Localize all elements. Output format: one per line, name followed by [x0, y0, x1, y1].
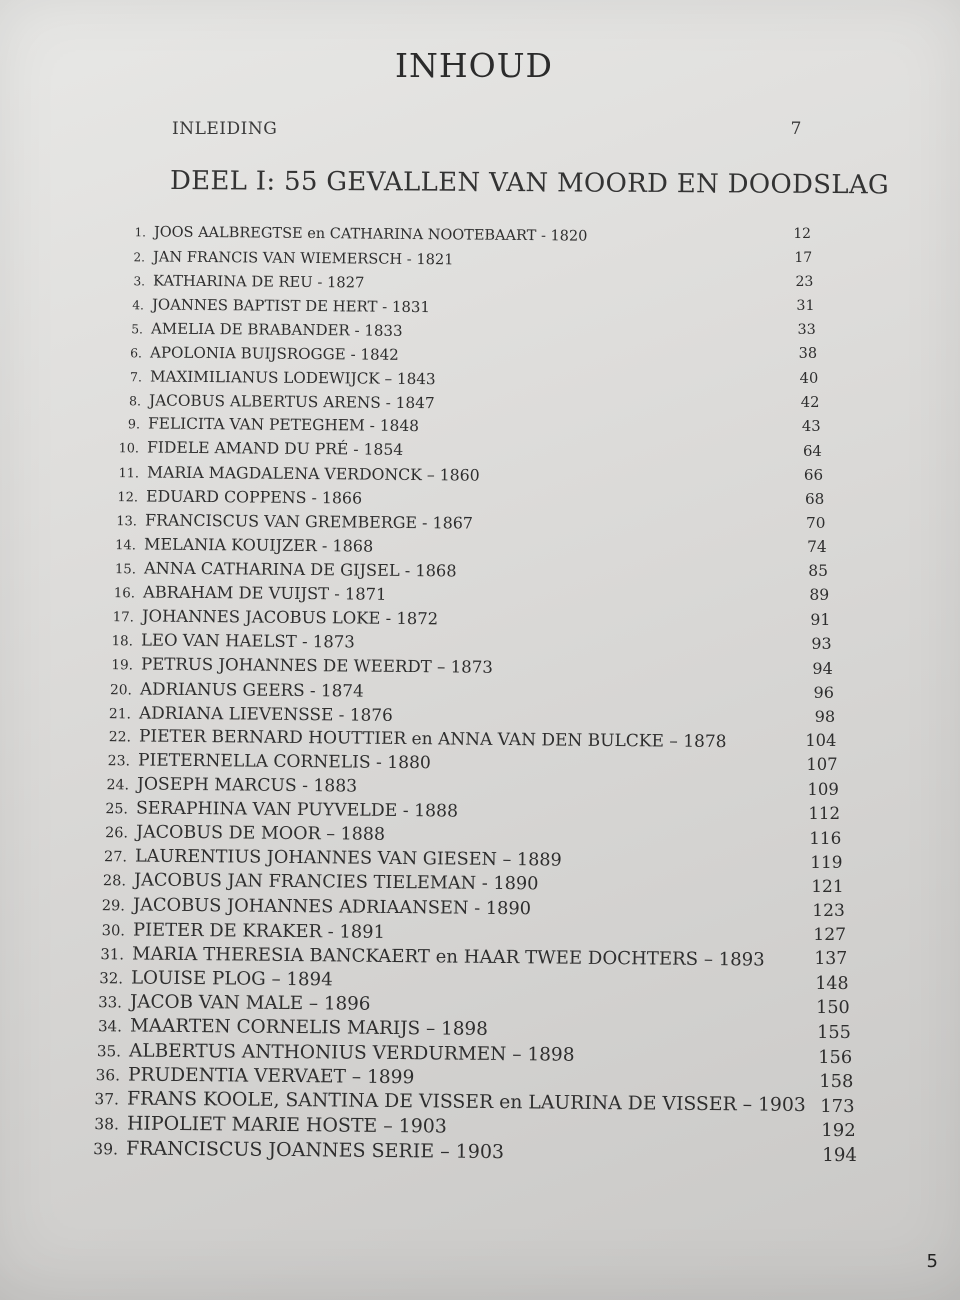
toc-entry-page: 64	[802, 441, 822, 460]
toc-entry-page: 109	[807, 779, 839, 799]
toc-entry-title: LOUISE PLOG – 1894	[131, 967, 333, 991]
toc-entry-page: 93	[811, 634, 832, 654]
toc-entry-title: FRANS KOOLE, SANTINA DE VISSER en LAURINA DE VISSER – 1903	[127, 1088, 807, 1116]
toc-entry-number: 26.	[104, 825, 128, 842]
toc-entry-page: 68	[804, 489, 825, 508]
toc-entry-number: 12.	[117, 490, 138, 506]
intro-label: INLEIDING	[172, 119, 278, 139]
toc-entry	[83, 967, 333, 990]
toc-entry	[78, 1137, 504, 1163]
toc-entry-page: 121	[811, 876, 844, 897]
toc-entry-title: MELANIA KOUIJZER - 1868	[144, 534, 374, 556]
toc-entry-title: JOHANNES JACOBUS LOKE - 1872	[142, 606, 439, 629]
toc-entry-title: ABRAHAM DE VUIJST - 1871	[142, 582, 387, 604]
toc-entry-page: 74	[807, 537, 827, 556]
toc-entry-page: 17	[794, 249, 813, 266]
toc-entry-title: ANNA CATHARINA DE GIJSEL - 1868	[143, 558, 457, 581]
toc-entry-title: KATHARINA DE REU - 1827	[152, 271, 364, 292]
toc-entry-title: ADRIANUS GEERS - 1874	[139, 678, 364, 701]
toc-entry-number: 24.	[106, 777, 130, 794]
toc-entry-title: EDUARD COPPENS - 1866	[145, 486, 363, 508]
toc-entry-title: JOSEPH MARCUS - 1883	[136, 774, 358, 797]
folio-page-number: 5	[926, 1251, 938, 1272]
toc-entry-page: 150	[816, 998, 850, 1019]
toc-entry-page: 38	[798, 345, 818, 362]
toc-entry	[82, 991, 371, 1015]
toc-entry-title: JACOBUS ALBERTUS ARENS - 1847	[148, 391, 435, 412]
toc-entry-number: 1.	[134, 225, 147, 240]
toc-entry-title: PIETER DE KRAKER - 1891	[132, 919, 385, 943]
toc-entry-number: 11.	[118, 466, 139, 482]
toc-entry-page: 148	[815, 973, 849, 994]
toc-entry-number: 4.	[132, 298, 144, 313]
toc-entry	[103, 319, 403, 340]
toc-entry-title: JACOBUS JAN FRANCIES TIELEMAN - 1890	[133, 870, 539, 895]
toc-entry-number: 7.	[129, 369, 142, 385]
toc-entry	[99, 438, 403, 459]
toc-entry-page: 42	[800, 393, 820, 411]
toc-entry-page: 156	[818, 1046, 853, 1068]
toc-entry-number: 5.	[131, 322, 144, 337]
toc-entry	[98, 486, 362, 508]
toc-entry-number: 39.	[93, 1139, 119, 1158]
toc-entry-number: 10.	[118, 441, 140, 457]
toc-entry-page: 70	[806, 513, 826, 532]
toc-entry-page: 112	[808, 803, 841, 823]
toc-entry-title: MAARTEN CORNELIS MARIJS – 1898	[129, 1015, 488, 1041]
toc-entry-number: 21.	[109, 705, 132, 723]
toc-entry-page: 173	[820, 1095, 855, 1117]
toc-entry-number: 23.	[107, 753, 130, 770]
toc-entry-title: ALBERTUS ANTHONIUS VERDURMEN – 1898	[128, 1039, 575, 1066]
toc-entry-title: FELICITA VAN PETEGHEM - 1848	[148, 414, 420, 436]
toc-entry	[90, 750, 431, 773]
toc-entry-number: 25.	[105, 801, 129, 818]
toc-entry-page: 104	[805, 731, 837, 751]
toc-entry-title: JACOB VAN MALE – 1896	[130, 991, 371, 1015]
toc-entry-number: 9.	[127, 416, 141, 432]
toc-entry-page: 96	[813, 682, 834, 702]
intro-entry	[172, 119, 802, 139]
toc-entry-number: 28.	[102, 873, 127, 890]
toc-entry	[99, 462, 480, 485]
toc-entry-page: 107	[806, 755, 838, 775]
toc-entry	[88, 798, 458, 822]
toc-entry-number: 27.	[103, 849, 127, 866]
toc-entry	[87, 822, 384, 845]
toc-entry-title: FRANCISCUS VAN GREMBERGE - 1867	[145, 510, 474, 533]
toc-entry-title: FIDELE AMAND DU PRÉ - 1854	[147, 438, 404, 460]
toc-entry-page: 85	[808, 562, 828, 581]
toc-entry-title: PETRUS JOHANNES DE WEERDT – 1873	[140, 654, 493, 677]
toc-entry-number: 3.	[132, 273, 145, 288]
toc-entry-number: 16.	[113, 585, 135, 602]
toc-entry	[93, 630, 355, 652]
toc-entry-title: PIETER BERNARD HOUTTIER en ANNA VAN DEN BULCKE – 1878	[138, 726, 727, 752]
toc-entry-page: 137	[814, 949, 848, 970]
toc-entry	[80, 1064, 415, 1088]
toc-entry-number: 36.	[95, 1065, 121, 1085]
toc-entry	[101, 391, 435, 412]
toc-entry-page: 89	[809, 586, 830, 605]
toc-entry	[91, 702, 393, 725]
toc-entry-title: JAN FRANCIS VAN WIEMERSCH - 1821	[153, 248, 454, 269]
toc-entry	[89, 774, 357, 797]
toc-entry-number: 22.	[108, 728, 131, 746]
toc-entry-page: 98	[814, 706, 836, 726]
toc-entry-number: 29.	[102, 897, 126, 915]
toc-entry-title: ADRIANA LIEVENSSE - 1876	[139, 702, 394, 725]
toc-entry-page: 31	[796, 297, 815, 314]
toc-entry-title: LEO VAN HAELST - 1873	[141, 630, 356, 652]
toc-entry	[85, 919, 385, 943]
toc-entry	[82, 1015, 488, 1040]
toc-entry-number: 14.	[115, 538, 137, 554]
toc-entry	[97, 510, 473, 533]
toc-entry-page: 91	[810, 610, 831, 630]
toc-entry-number: 15.	[114, 562, 136, 578]
toc-entry-number: 31.	[100, 945, 124, 964]
toc-entry-number: 35.	[96, 1041, 122, 1060]
toc-entry-page: 194	[822, 1144, 857, 1166]
toc-entry-number: 38.	[93, 1115, 119, 1134]
toc-entry-number: 34.	[97, 1017, 122, 1036]
toc-entry-number: 30.	[101, 921, 125, 939]
toc-entry-title: JOOS AALBREGTSE en CATHARINA NOOTEBAART - 1820	[153, 224, 588, 245]
toc-entry	[101, 367, 435, 388]
toc-entry-page: 12	[793, 226, 811, 242]
toc-entry-number: 6.	[130, 346, 143, 361]
toc-entry-page: 23	[795, 273, 814, 290]
toc-entry-title: PIETERNELLA CORNELIS - 1880	[137, 750, 431, 774]
toc-entry-title: JACOBUS DE MOOR – 1888	[135, 822, 385, 845]
toc-entry	[96, 558, 457, 580]
toc-entry-title: JOANNES BAPTIST DE HERT - 1831	[151, 295, 430, 317]
toc-entry-number: 2.	[133, 250, 146, 265]
toc-entry-page: 66	[803, 465, 824, 484]
toc-entry-page: 123	[812, 900, 845, 921]
toc-entry	[79, 1112, 447, 1138]
intro-page: 7	[790, 119, 802, 139]
toc-entry	[104, 272, 364, 291]
toc-entry-title: APOLONIA BUIJSROGGE - 1842	[150, 343, 400, 364]
toc-entry-number: 32.	[99, 969, 124, 988]
toc-entry-number: 19.	[110, 656, 133, 674]
toc-entry-title: FRANCISCUS JOANNES SERIE – 1903	[125, 1136, 505, 1163]
toc-entry-number: 17.	[112, 609, 135, 626]
toc-entry-page: 43	[801, 417, 821, 435]
toc-entry	[81, 1040, 575, 1066]
toc-entry-number: 33.	[98, 993, 123, 1012]
toc-entry	[93, 654, 493, 677]
toc-entry-page: 158	[819, 1071, 854, 1093]
page-title: INHOUD	[394, 46, 553, 85]
toc-entry-page: 127	[813, 925, 847, 946]
toc-entry-number: 37.	[94, 1090, 120, 1109]
toc-entry	[104, 295, 430, 316]
toc-entry-number: 8.	[128, 392, 141, 408]
toc-entry-page: 40	[799, 369, 819, 387]
toc-entry	[100, 414, 419, 435]
toc-entry-title: SERAPHINA VAN PUYVELDE - 1888	[136, 798, 459, 822]
toc-entry-title: LAURENTIUS JOHANNES VAN GIESEN – 1889	[134, 846, 562, 871]
toc-entry-title: MAXIMILIANUS LODEWIJCK – 1843	[149, 367, 436, 388]
toc-entry-page: 155	[817, 1022, 851, 1043]
toc-entry-page: 116	[809, 828, 842, 849]
toc-entry-title: PRUDENTIA VERVAET – 1899	[128, 1064, 415, 1088]
toc-entry-title: MARIA THERESIA BANCKAERT en HAAR TWEE DOCHTERS – 1893	[131, 943, 765, 971]
toc-entry-page: 119	[810, 852, 843, 873]
toc-entry	[95, 582, 387, 604]
toc-entry	[96, 534, 373, 556]
part-heading: DEEL I: 55 GEVALLEN VAN MOORD EN DOODSLAG	[169, 166, 890, 201]
toc-entry-number: 18.	[111, 632, 134, 650]
toc-entry-page: 33	[797, 321, 816, 338]
toc-entry-title: MARIA MAGDALENA VERDONCK – 1860	[146, 462, 480, 485]
toc-entry	[105, 248, 454, 268]
toc-entry-title: HIPOLIET MARIE HOSTE – 1903	[126, 1112, 447, 1138]
toc-entry-number: 13.	[116, 514, 138, 530]
toc-entry-page: 94	[812, 658, 833, 678]
toc-entry	[92, 678, 364, 701]
toc-entry-number: 20.	[109, 681, 133, 699]
toc-entry	[102, 343, 399, 364]
toc-entry-title: JACOBUS JOHANNES ADRIAANSEN - 1890	[133, 894, 532, 920]
toc-entry-page: 192	[821, 1120, 856, 1142]
toc-entry-title: AMELIA DE BRABANDER - 1833	[150, 319, 403, 340]
toc-entry	[94, 606, 438, 628]
